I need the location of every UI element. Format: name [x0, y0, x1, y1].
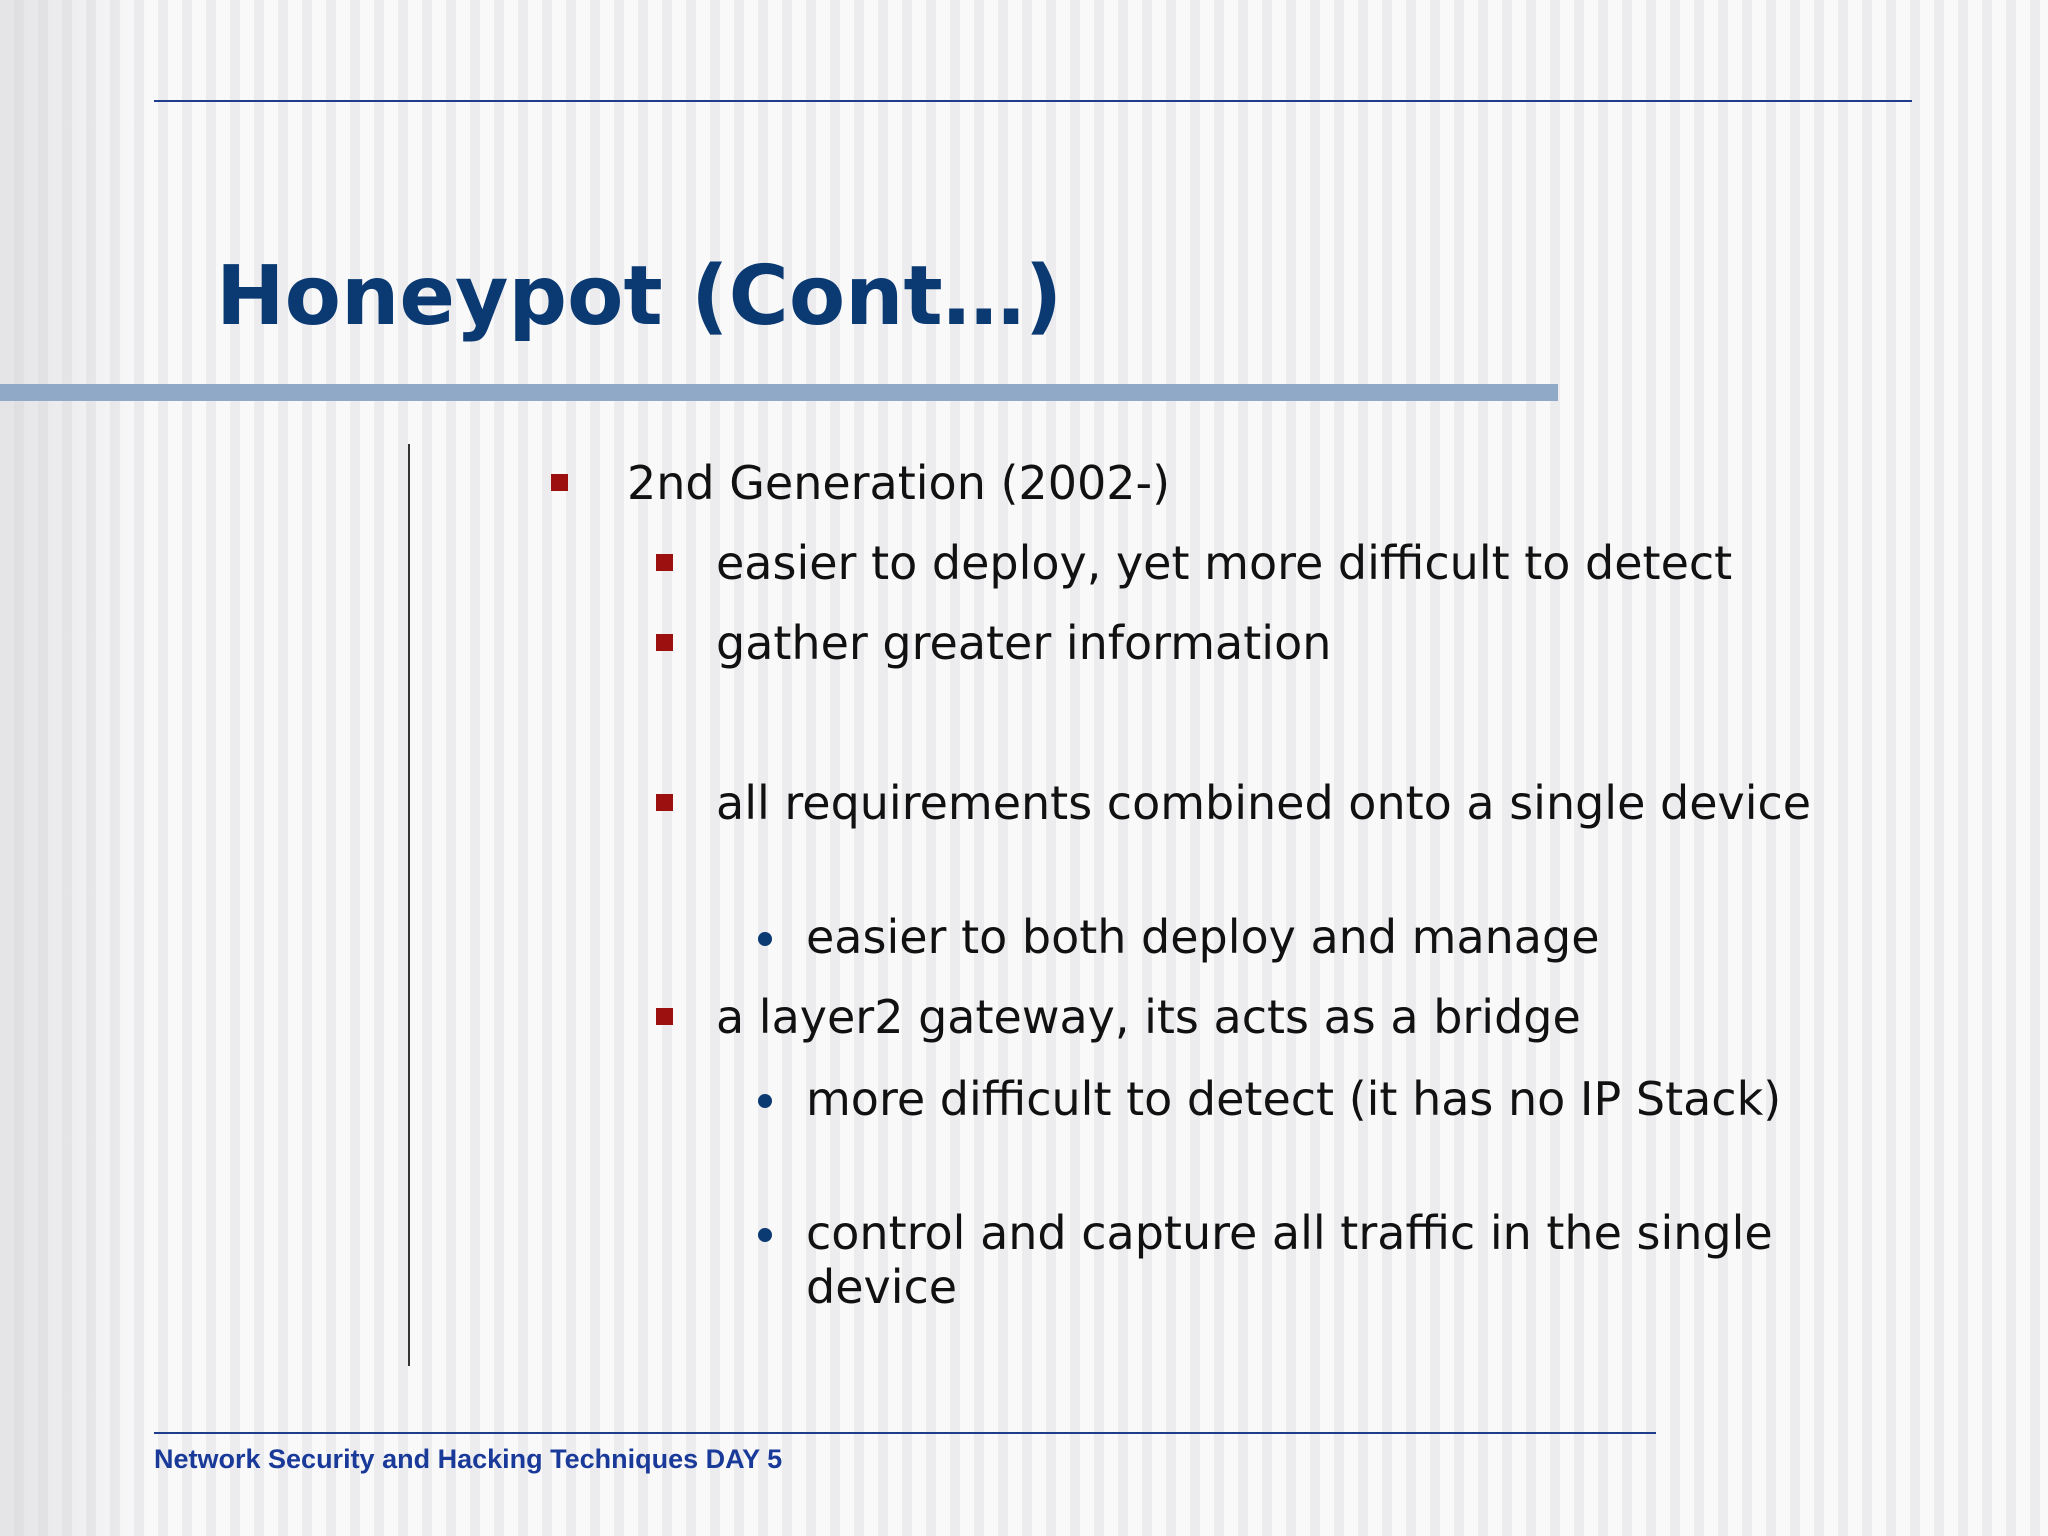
bullet-text: 2nd Generation (2002-) [627, 456, 1171, 510]
bullet-level2 [716, 536, 1816, 590]
slide-title: Honeypot (Cont…) [216, 249, 1063, 344]
square-bullet-icon [656, 634, 673, 651]
round-bullet-icon [758, 1228, 772, 1242]
square-bullet-icon [551, 474, 568, 491]
title-underline-bar [0, 384, 1558, 401]
bullet-text: all requirements combined onto a single device [716, 776, 1812, 830]
round-bullet-icon [758, 932, 772, 946]
vertical-divider [408, 444, 410, 1366]
bullet-level2 [716, 776, 1816, 830]
bullet-level2 [716, 990, 1816, 1044]
top-divider [154, 100, 1912, 102]
bullet-text: gather greater information [716, 616, 1332, 670]
bullet-level2 [716, 616, 1816, 670]
bullet-level1 [627, 456, 1170, 510]
bullet-level3 [806, 1072, 1816, 1126]
square-bullet-icon [656, 1008, 673, 1025]
bullet-text: easier to both deploy and manage [806, 910, 1600, 964]
bullet-level3 [806, 910, 1816, 964]
footer-text: Network Security and Hacking Techniques DAY 5 [154, 1444, 783, 1474]
footer-divider [154, 1432, 1656, 1434]
bullet-text: more difficult to detect (it has no IP Stack) [806, 1072, 1782, 1126]
round-bullet-icon [758, 1094, 772, 1108]
bullet-level3 [806, 1206, 1816, 1314]
square-bullet-icon [656, 794, 673, 811]
square-bullet-icon [656, 554, 673, 571]
bullet-text: easier to deploy, yet more difficult to detect [716, 536, 1733, 590]
bullet-text: a layer2 gateway, its acts as a bridge [716, 990, 1581, 1044]
bullet-text: control and capture all traffic in the single device [806, 1206, 1773, 1314]
